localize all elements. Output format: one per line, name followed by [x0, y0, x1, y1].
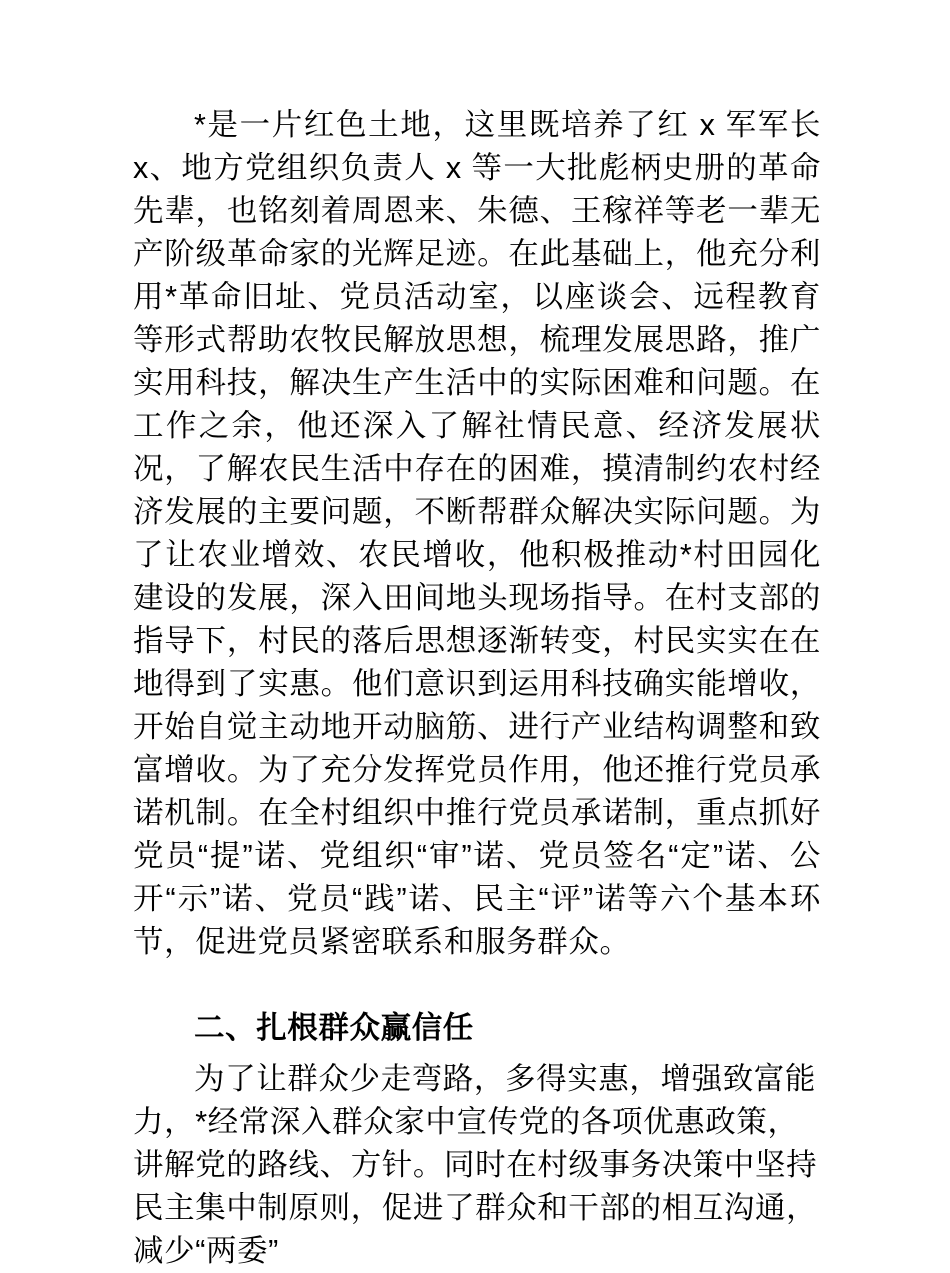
spacer-after-heading: [133, 1050, 821, 1058]
document-body: [133, 104, 821, 1273]
spacer-before-heading: [133, 964, 821, 1007]
body-paragraph-1: *是一片红色土地，这里既培养了红 x 军军长 x、地方党组织负责人 x 等一大批彪柄史册的革命先辈，也铭刻着周恩来、朱德、王稼祥等老一辈无产阶级革命家的光辉足迹。在此基础上，他充分利用*革命旧址、党员活动室，以座谈会、远程教育等形式帮助农牧民解放思想，梳理发展思路，推广实用科技，解决生产生活中的实际困难和问题。在工作之余，他还深入了解社情民意、经济发展状况，了解农民生活中存在的困难，摸清制约农村经济发展的主要问题，不断帮群众解决实际问题。为了让农业增效、农民增收，他积极推动*村田园化建设的发展，深入田间地头现场指导。在村支部的指导下，村民的落后思想逐渐转变，村民实实在在地得到了实惠。他们意识到运用科技确实能增收，开始自觉主动地开动脑筋、进行产业结构调整和致富增收。为了充分发挥党员作用，他还推行党员承诺机制。在全村组织中推行党员承诺制，重点抓好党员“提”诺、党组织“审”诺、党员签名“定”诺、公开“示”诺、党员“践”诺、民主“评”诺等六个基本环节，促进党员紧密联系和服务群众。: [133, 108, 821, 959]
body-paragraph-2: 为了让群众少走弯路，多得实惠，增强致富能力，*经常深入群众家中宣传党的各项优惠政策，讲解党的路线、方针。同时在村级事务决策中坚持民主集中制原则，促进了群众和干部的相互沟通，减少“两委”: [133, 1062, 818, 1268]
section-heading-2: 二、扎根群众赢信任: [194, 1011, 474, 1045]
